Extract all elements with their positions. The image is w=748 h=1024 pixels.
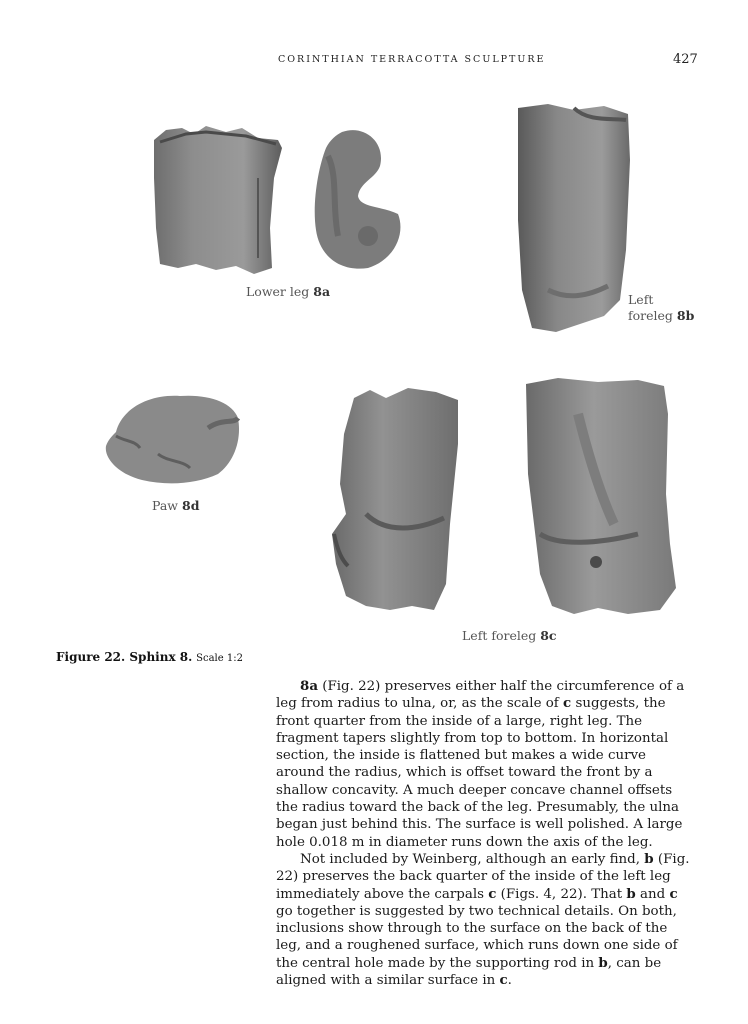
text-run: (Fig. 22) preserves either half the circumference of a leg from radius to ulna, or, as the scale of [276, 679, 685, 712]
body-text [276, 678, 696, 989]
paw-label: Paw 8d [152, 498, 200, 513]
left-foreleg-c-front-photo [326, 384, 466, 616]
bold-reference: c [563, 695, 572, 712]
text-run: , can be aligned with a similar surface in [276, 955, 662, 989]
lower-leg-label: Lower leg 8a [246, 284, 331, 299]
paw-fragment-photo [98, 388, 244, 490]
bold-reference: c [499, 972, 508, 989]
bold-reference: c [669, 885, 678, 902]
paragraph-1 [276, 678, 696, 851]
bold-reference: c [488, 885, 497, 902]
text-run: Not included by Weinberg, although an early find, [300, 851, 645, 867]
text-run: . [507, 973, 512, 989]
text-run: (Fig. 22) preserves the back quarter of the inside of the left leg immediately above the carpals [276, 851, 690, 902]
text-run: and [635, 886, 670, 902]
running-head: CORINTHIAN TERRACOTTA SCULPTURE [278, 54, 546, 65]
text-run: suggests, the front quarter from the inside of a large, right leg. The fragment tapers slightly from top to bottom. In horizontal section, the inside is flattened but makes a wide curve around the radius, which is offset toward the front by a shallow concavity. A much deeper concave channel offsets the radius toward the back of the leg. Presumably, the ulna began just behind this. The surface is well polished. A large hole 0.018 m in diameter runs down the axis of the leg. [276, 696, 683, 850]
lower-leg-fragment-photo [146, 118, 292, 278]
text-run: go together is suggested by two technical details. On both, inclusions show through to the surface on the back of the leg, and a roughened surface, which runs down one side of the central hole made by the supporting rod in [276, 903, 678, 971]
bold-reference: b [598, 954, 608, 971]
figure-caption: Figure 22. Sphinx 8. Scale 1:2 [56, 650, 243, 664]
left-foreleg-c-side-photo [518, 374, 684, 618]
lower-leg-chip-photo [308, 126, 408, 274]
left-foreleg-b-label: Left foreleg 8b [628, 292, 695, 323]
paragraph-2 [276, 851, 696, 989]
text-run: (Figs. 4, 22). That [496, 886, 627, 902]
bold-reference: 8a [300, 678, 318, 694]
left-foreleg-c-label: Left foreleg 8c [462, 628, 557, 643]
bold-reference: b [626, 885, 636, 902]
page-number: 427 [673, 52, 698, 67]
left-foreleg-b-fragment-photo [508, 100, 638, 338]
bold-reference: b [644, 850, 654, 867]
